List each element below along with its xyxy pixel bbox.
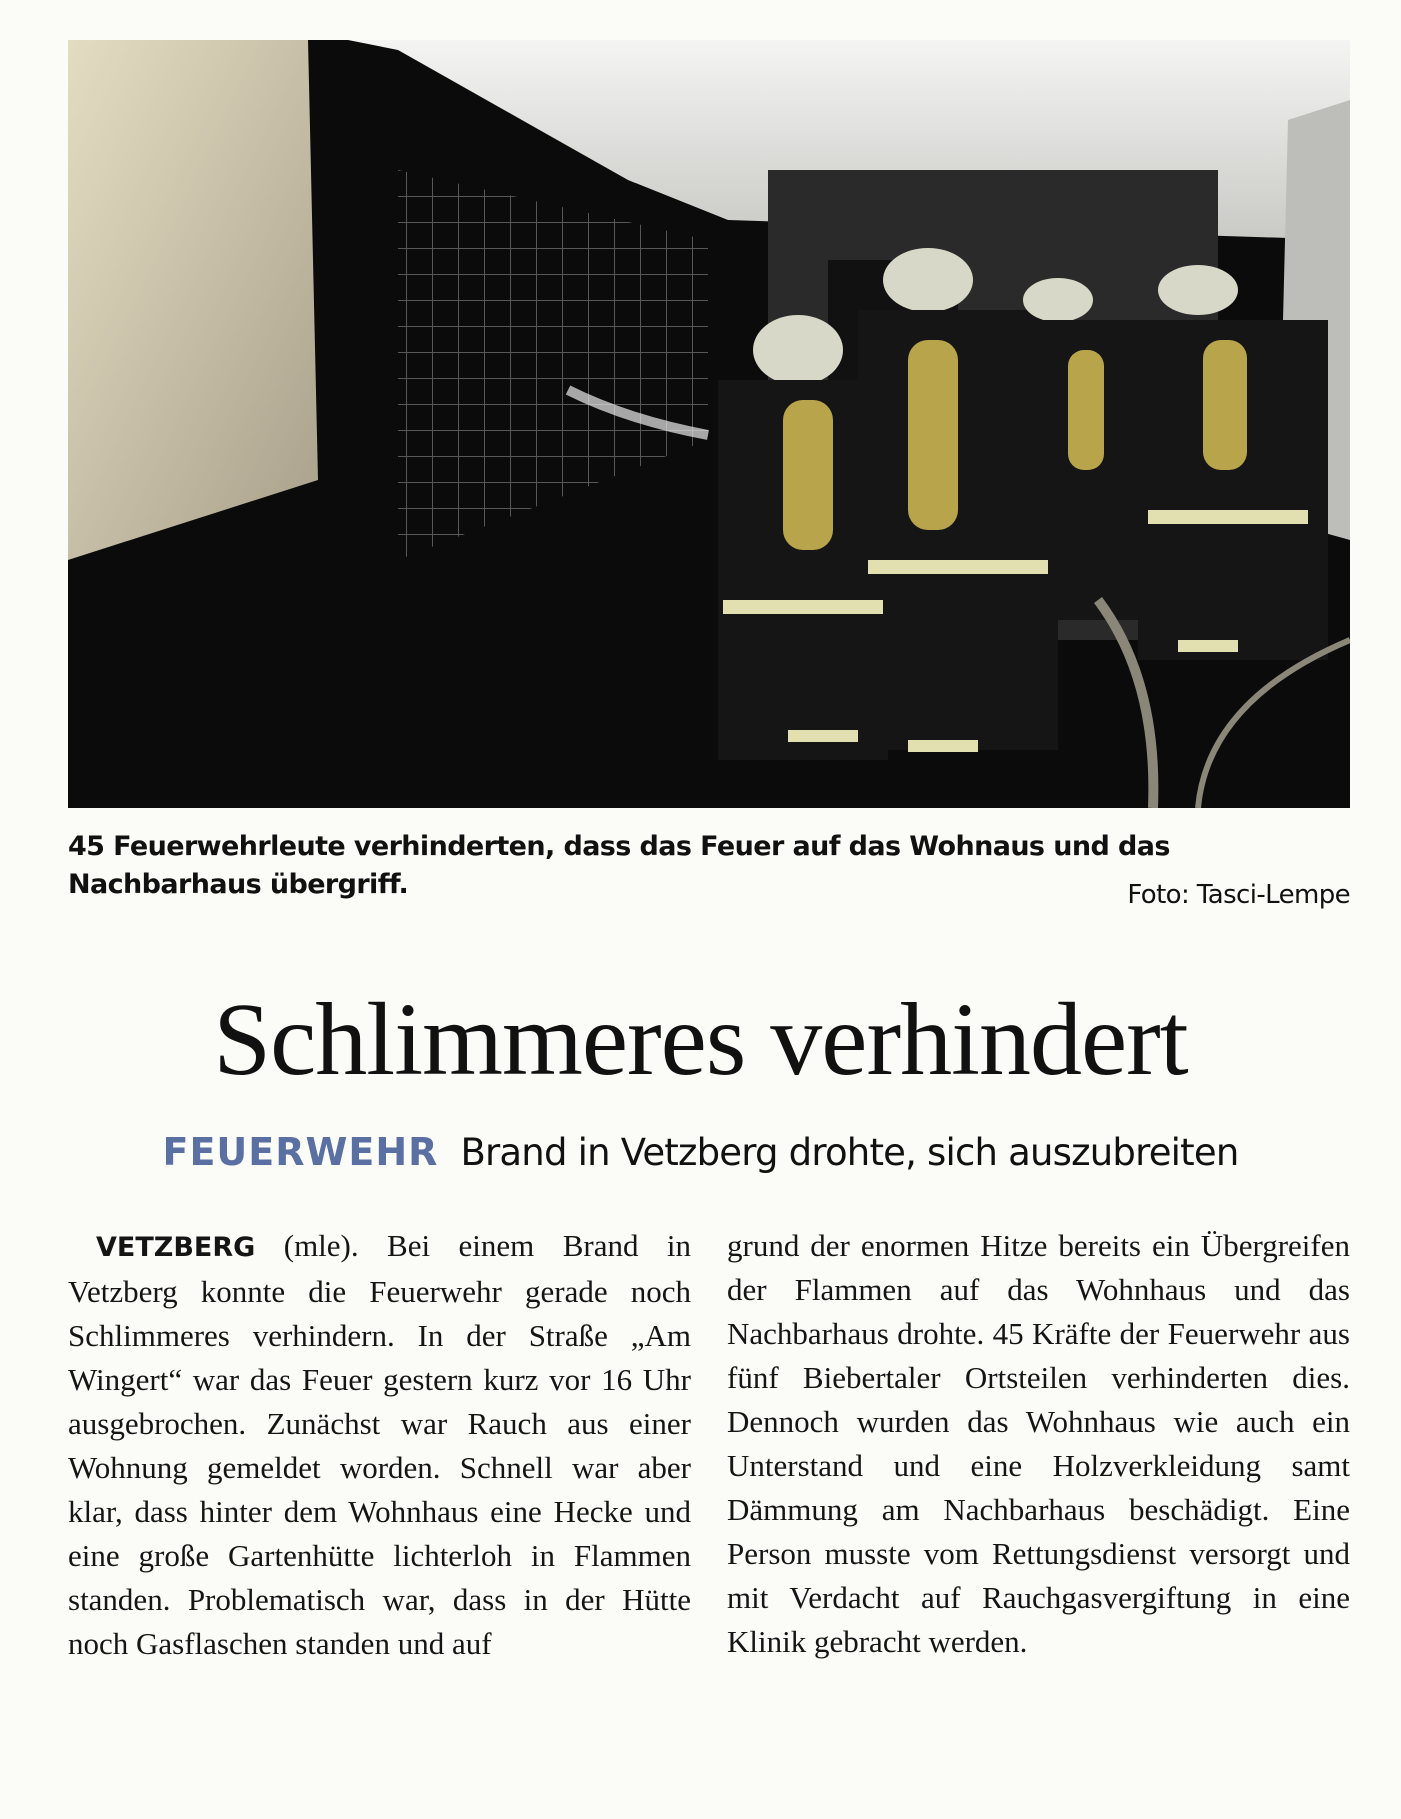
headline: Schlimmeres verhindert	[213, 982, 1188, 1097]
column-left-text: (mle). Bei einem Brand in Vetzberg konnte die Feuerwehr gerade noch Schlimmeres verhindern. In der Straße „Am Wingert“ war das Feuer gestern kurz vor 16 Uhr ausgebrochen. Zunächst war Rauch aus einer Wohnung gemeldet worden. Schnell war aber klar, dass hinter dem Wohnhaus eine Hecke und eine große Gartenhütte lichterloh in Flammen standen. Problematisch war, dass in der Hütte noch Gasflaschen standen und auf	[68, 1228, 692, 1661]
photo-illustration	[68, 40, 1350, 808]
article-column-left	[68, 1224, 691, 1666]
subhead-row	[0, 1122, 1401, 1190]
kicker: FEUERWEHR	[162, 1130, 439, 1174]
column-right-text: grund der enormen Hitze bereits ein Übergreifen der Flammen auf das Wohnhaus und das Nachbarhaus drohte. 45 Kräfte der Feuerwehr aus fünf Biebertaler Ortsteilen verhinderten dies. Dennoch wurden das Wohnhaus wie auch ein Unterstand und eine Holzverkleidung samt Dämmung am Nachbarhaus beschädigt. Eine Person musste vom Rettungsdienst versorgt und mit Verdacht auf Rauchgasvergiftung in eine Klinik gebracht werden.	[727, 1228, 1350, 1659]
photo-caption: 45 Feuerwehrleute verhinderten, dass das Feuer auf das Wohnaus und das Nachbarhaus übergriff.	[68, 831, 1170, 900]
photo-credit: Foto: Tasci-Lempe	[1127, 880, 1350, 910]
firefighters-photo	[68, 40, 1350, 808]
dateline: VETZBERG	[96, 1232, 256, 1263]
article-column-right	[727, 1224, 1350, 1664]
subheadline: Brand in Vetzberg drohte, sich auszubreiten	[460, 1131, 1239, 1174]
wall-shape	[68, 40, 318, 560]
